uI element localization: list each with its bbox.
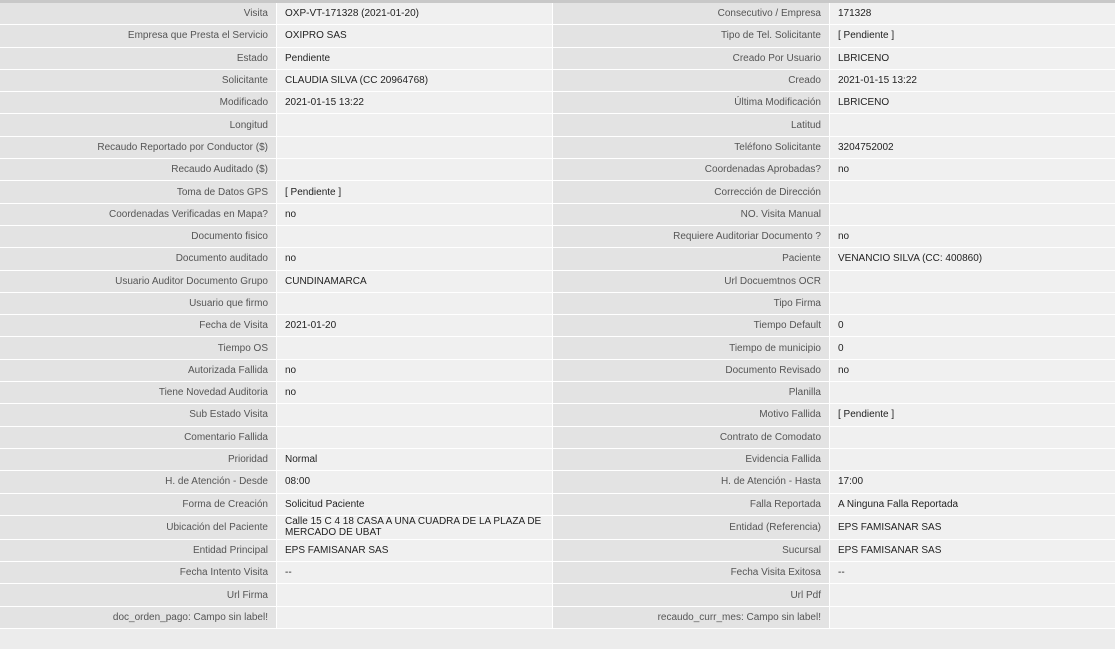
label-visita: Visita: [0, 3, 277, 25]
label-sub-estado-visita: Sub Estado Visita: [0, 404, 277, 426]
label-autorizada-fallida: Autorizada Fallida: [0, 360, 277, 382]
label-h-de-atencion-hasta: H. de Atención - Hasta: [553, 471, 830, 493]
label-tiempo-default: Tiempo Default: [553, 315, 830, 337]
label-forma-de-creacion: Forma de Creación: [0, 494, 277, 516]
value-tiempo-default: 0: [830, 315, 1115, 337]
label-doc-orden-pago-campo-sin-label: doc_orden_pago: Campo sin label!: [0, 607, 277, 629]
label-evidencia-fallida: Evidencia Fallida: [553, 449, 830, 471]
label-paciente: Paciente: [553, 248, 830, 270]
label-correccion-de-direccion: Corrección de Dirección: [553, 181, 830, 203]
value-visita: OXP-VT-171328 (2021-01-20): [277, 3, 553, 25]
value-toma-de-datos-gps: [ Pendiente ]: [277, 181, 553, 203]
value-sucursal: EPS FAMISANAR SAS: [830, 540, 1115, 562]
value-estado: Pendiente: [277, 48, 553, 70]
value-h-de-atencion-hasta: 17:00: [830, 471, 1115, 493]
value-latitud: [830, 114, 1115, 136]
value-usuario-auditor-documento-grupo: CUNDINAMARCA: [277, 271, 553, 293]
value-recaudo-curr-mes-campo-sin-label: [830, 607, 1115, 629]
value-contrato-de-comodato: [830, 427, 1115, 449]
label-tiempo-os: Tiempo OS: [0, 337, 277, 359]
table-row: [0, 159, 1115, 181]
label-planilla: Planilla: [553, 382, 830, 404]
label-telefono-solicitante: Teléfono Solicitante: [553, 137, 830, 159]
label-contrato-de-comodato: Contrato de Comodato: [553, 427, 830, 449]
table-row: [0, 271, 1115, 293]
table-row: [0, 204, 1115, 226]
label-modificado: Modificado: [0, 92, 277, 114]
table-row: [0, 3, 1115, 25]
table-row: [0, 562, 1115, 584]
label-documento-revisado: Documento Revisado: [553, 360, 830, 382]
value-creado-por-usuario: LBRICENO: [830, 48, 1115, 70]
value-tiempo-de-municipio: 0: [830, 337, 1115, 359]
table-row: [0, 226, 1115, 248]
label-estado: Estado: [0, 48, 277, 70]
label-documento-auditado: Documento auditado: [0, 248, 277, 270]
label-coordenadas-verificadas-en-mapa: Coordenadas Verificadas en Mapa?: [0, 204, 277, 226]
label-no-visita-manual: NO. Visita Manual: [553, 204, 830, 226]
value-sub-estado-visita: [277, 404, 553, 426]
value-ultima-modificacion: LBRICENO: [830, 92, 1115, 114]
value-creado: 2021-01-15 13:22: [830, 70, 1115, 92]
table-row: [0, 315, 1115, 337]
table-row: [0, 516, 1115, 540]
label-falla-reportada: Falla Reportada: [553, 494, 830, 516]
label-latitud: Latitud: [553, 114, 830, 136]
label-toma-de-datos-gps: Toma de Datos GPS: [0, 181, 277, 203]
label-url-docuemtnos-ocr: Url Docuemtnos OCR: [553, 271, 830, 293]
label-coordenadas-aprobadas: Coordenadas Aprobadas?: [553, 159, 830, 181]
label-consecutivo-empresa: Consecutivo / Empresa: [553, 3, 830, 25]
value-planilla: [830, 382, 1115, 404]
value-no-visita-manual: [830, 204, 1115, 226]
label-requiere-auditoriar-documento: Requiere Auditoriar Documento ?: [553, 226, 830, 248]
value-entidad-principal: EPS FAMISANAR SAS: [277, 540, 553, 562]
value-url-firma: [277, 584, 553, 606]
value-url-docuemtnos-ocr: [830, 271, 1115, 293]
value-tipo-firma: [830, 293, 1115, 315]
table-row: [0, 293, 1115, 315]
value-tiene-novedad-auditoria: no: [277, 382, 553, 404]
label-entidad-principal: Entidad Principal: [0, 540, 277, 562]
value-documento-fisico: [277, 226, 553, 248]
value-comentario-fallida: [277, 427, 553, 449]
value-h-de-atencion-desde: 08:00: [277, 471, 553, 493]
table-row: [0, 449, 1115, 471]
table-row: [0, 494, 1115, 516]
value-documento-revisado: no: [830, 360, 1115, 382]
label-recaudo-auditado: Recaudo Auditado ($): [0, 159, 277, 181]
value-empresa-que-presta-el-servicio: OXIPRO SAS: [277, 25, 553, 47]
value-url-pdf: [830, 584, 1115, 606]
table-row: [0, 248, 1115, 270]
table-row: [0, 607, 1115, 629]
label-fecha-visita-exitosa: Fecha Visita Exitosa: [553, 562, 830, 584]
value-ubicacion-del-paciente: Calle 15 C 4 18 CASA A UNA CUADRA DE LA PLAZA DE MERCADO DE UBAT: [277, 516, 553, 540]
label-prioridad: Prioridad: [0, 449, 277, 471]
table-row: [0, 360, 1115, 382]
label-creado-por-usuario: Creado Por Usuario: [553, 48, 830, 70]
label-recaudo-reportado-por-conductor: Recaudo Reportado por Conductor ($): [0, 137, 277, 159]
table-row: [0, 137, 1115, 159]
value-fecha-de-visita: 2021-01-20: [277, 315, 553, 337]
label-usuario-auditor-documento-grupo: Usuario Auditor Documento Grupo: [0, 271, 277, 293]
label-motivo-fallida: Motivo Fallida: [553, 404, 830, 426]
label-longitud: Longitud: [0, 114, 277, 136]
value-prioridad: Normal: [277, 449, 553, 471]
value-telefono-solicitante: 3204752002: [830, 137, 1115, 159]
table-row: [0, 540, 1115, 562]
table-row: [0, 70, 1115, 92]
visit-detail-table: [0, 3, 1115, 629]
value-entidad-referencia: EPS FAMISANAR SAS: [830, 516, 1115, 540]
value-fecha-intento-visita: --: [277, 562, 553, 584]
value-fecha-visita-exitosa: --: [830, 562, 1115, 584]
label-tipo-firma: Tipo Firma: [553, 293, 830, 315]
table-row: [0, 382, 1115, 404]
label-ubicacion-del-paciente: Ubicación del Paciente: [0, 516, 277, 540]
label-solicitante: Solicitante: [0, 70, 277, 92]
label-sucursal: Sucursal: [553, 540, 830, 562]
table-row: [0, 584, 1115, 606]
label-documento-fisico: Documento fisico: [0, 226, 277, 248]
label-fecha-de-visita: Fecha de Visita: [0, 315, 277, 337]
label-tipo-de-tel-solicitante: Tipo de Tel. Solicitante: [553, 25, 830, 47]
table-row: [0, 114, 1115, 136]
value-recaudo-reportado-por-conductor: [277, 137, 553, 159]
label-h-de-atencion-desde: H. de Atención - Desde: [0, 471, 277, 493]
label-comentario-fallida: Comentario Fallida: [0, 427, 277, 449]
label-url-firma: Url Firma: [0, 584, 277, 606]
value-forma-de-creacion: Solicitud Paciente: [277, 494, 553, 516]
value-longitud: [277, 114, 553, 136]
value-evidencia-fallida: [830, 449, 1115, 471]
value-correccion-de-direccion: [830, 181, 1115, 203]
label-creado: Creado: [553, 70, 830, 92]
label-recaudo-curr-mes-campo-sin-label: recaudo_curr_mes: Campo sin label!: [553, 607, 830, 629]
value-usuario-que-firmo: [277, 293, 553, 315]
table-row: [0, 337, 1115, 359]
value-modificado: 2021-01-15 13:22: [277, 92, 553, 114]
label-url-pdf: Url Pdf: [553, 584, 830, 606]
value-autorizada-fallida: no: [277, 360, 553, 382]
value-recaudo-auditado: [277, 159, 553, 181]
value-falla-reportada: A Ninguna Falla Reportada: [830, 494, 1115, 516]
table-row: [0, 48, 1115, 70]
label-tiene-novedad-auditoria: Tiene Novedad Auditoria: [0, 382, 277, 404]
table-row: [0, 181, 1115, 203]
value-tiempo-os: [277, 337, 553, 359]
table-row: [0, 92, 1115, 114]
value-documento-auditado: no: [277, 248, 553, 270]
value-coordenadas-aprobadas: no: [830, 159, 1115, 181]
table-row: [0, 25, 1115, 47]
label-ultima-modificacion: Última Modificación: [553, 92, 830, 114]
value-requiere-auditoriar-documento: no: [830, 226, 1115, 248]
label-empresa-que-presta-el-servicio: Empresa que Presta el Servicio: [0, 25, 277, 47]
label-fecha-intento-visita: Fecha Intento Visita: [0, 562, 277, 584]
value-doc-orden-pago-campo-sin-label: [277, 607, 553, 629]
page-footer-space: [0, 632, 1115, 649]
value-coordenadas-verificadas-en-mapa: no: [277, 204, 553, 226]
value-paciente: VENANCIO SILVA (CC: 400860): [830, 248, 1115, 270]
table-row: [0, 404, 1115, 426]
table-row: [0, 427, 1115, 449]
label-usuario-que-firmo: Usuario que firmo: [0, 293, 277, 315]
label-entidad-referencia: Entidad (Referencia): [553, 516, 830, 540]
label-tiempo-de-municipio: Tiempo de municipio: [553, 337, 830, 359]
value-motivo-fallida: [ Pendiente ]: [830, 404, 1115, 426]
table-row: [0, 471, 1115, 493]
value-tipo-de-tel-solicitante: [ Pendiente ]: [830, 25, 1115, 47]
value-solicitante: CLAUDIA SILVA (CC 20964768): [277, 70, 553, 92]
value-consecutivo-empresa: 171328: [830, 3, 1115, 25]
